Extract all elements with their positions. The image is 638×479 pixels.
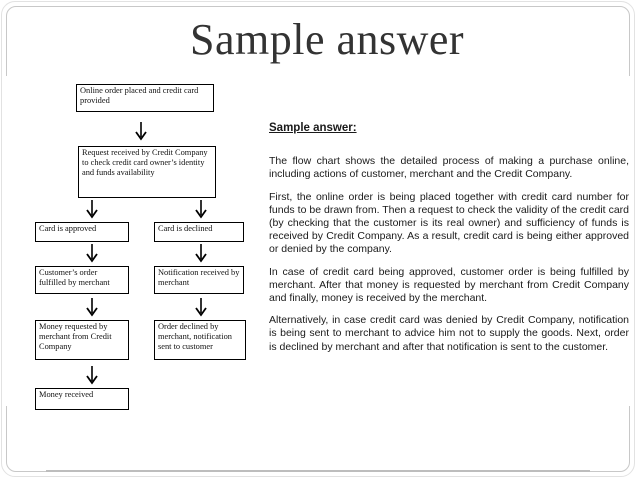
flow-box-credit-check-text: Request received by Credit Company to check credit card owner’s identity and funds availability (82, 148, 208, 177)
arrow-down-icon (86, 200, 98, 220)
scanned-figure (4, 76, 634, 406)
flow-box-notification-received (154, 266, 244, 294)
flow-box-money-requested-text: Money requested by merchant from Credit Company (39, 322, 112, 351)
flow-box-order-declined-text: Order declined by merchant, notification sent to customer (158, 322, 232, 351)
flow-box-money-received (35, 388, 129, 410)
flow-box-order-placed-text: Online order placed and credit card provided (80, 86, 199, 105)
flow-box-order-fulfilled-text: Customer’s order fulfilled by merchant (39, 268, 110, 287)
arrow-down-icon (195, 298, 207, 318)
answer-paragraph: In case of credit card being approved, customer order is being fulfilled by merchant. After that money is requested by merchant from Credit Company and finally, money is received by the merchant. (269, 265, 629, 305)
arrow-down-icon (195, 200, 207, 220)
arrow-down-icon (86, 244, 98, 264)
arrow-down-icon (86, 298, 98, 318)
slide-title: Sample answer (190, 15, 465, 64)
answer-paragraph: First, the online order is being placed together with credit card number for funds to be drawn from. Then a request to check the validity of the credit card (by checking that the customer is its real owner) and sufficiency of funds is received by Credit Company. As a result, credit card is being either approved or denied by the company. (269, 190, 629, 256)
flow-box-notification-received-text: Notification received by merchant (158, 268, 240, 287)
slide-divider (46, 470, 590, 472)
arrow-down-icon (195, 244, 207, 264)
flow-box-order-fulfilled (35, 266, 129, 294)
flow-box-card-approved (35, 222, 129, 242)
arrow-down-icon (86, 366, 98, 386)
flow-box-card-approved-text: Card is approved (39, 224, 97, 233)
answer-heading: Sample answer: (269, 122, 357, 134)
arrow-down-icon (135, 122, 147, 142)
answer-paragraph: Alternatively, in case credit card was denied by Credit Company, notification is being sent to merchant to advice him not to supply the goods. Next, order is declined by merchant and after that notification is sent to the customer. (269, 314, 629, 353)
sample-answer-text (269, 122, 629, 363)
flow-box-money-requested (35, 320, 129, 360)
flow-box-card-declined (154, 222, 244, 242)
flow-box-credit-check (78, 146, 216, 198)
flow-box-card-declined-text: Card is declined (158, 224, 213, 233)
flow-box-money-received-text: Money received (39, 390, 94, 399)
flow-box-order-declined (154, 320, 246, 360)
flow-box-order-placed (76, 84, 214, 112)
answer-paragraph: The flow chart shows the detailed process of making a purchase online, including actions of customer, merchant and the Credit Company. (269, 155, 629, 181)
